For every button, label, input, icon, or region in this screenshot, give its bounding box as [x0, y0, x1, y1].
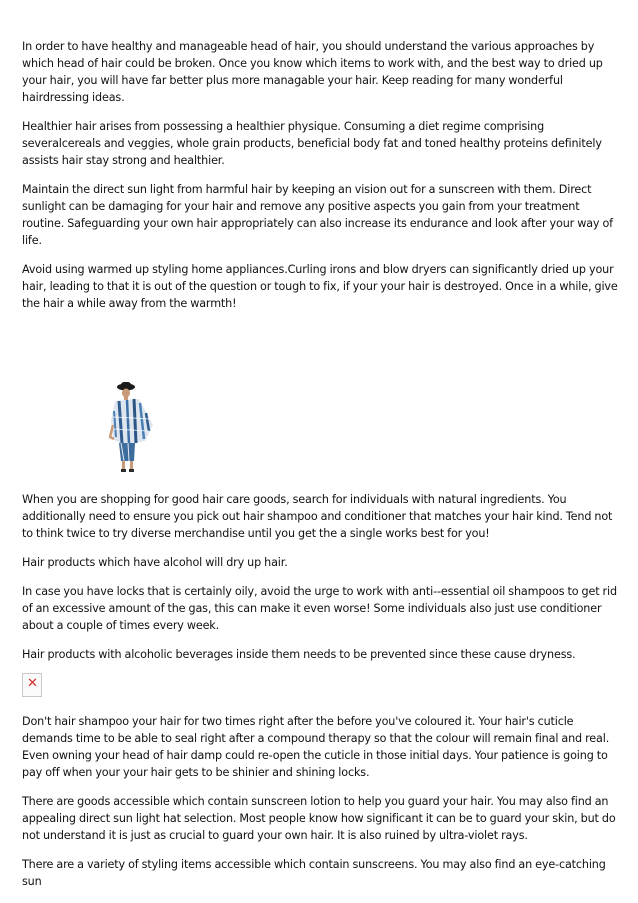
paragraph: Healthier hair arises from possessing a healthier physique. Consuming a diet regime comprising severalcereals and veggies, whole grain products, beneficial body fat and toned healthy proteins definitely assists hair stay strong and healthier.	[22, 120, 602, 167]
broken-image-icon	[22, 673, 42, 697]
fashion-photo	[109, 381, 157, 473]
paragraph: Maintain the direct sun light from harmful hair by keeping an vision out for a sunscreen with them. Direct sunlight can be damaging for your hair and remove any positive aspects you gain from your treatment routine. Safeguarding your own hair appropriately can also increase its endurance and look after your way of life.	[22, 183, 613, 247]
paragraph: Hair products which have alcohol will dry up hair.	[22, 556, 288, 569]
close-icon: ✕	[27, 676, 38, 691]
paragraph: When you are shopping for good hair care goods, search for individuals with natural ingredients. You additionally need to ensure you pick out hair shampoo and conditioner that matches your hair kind. Tend not to think twice to try diverse merchandise until you get the a single works best for you!	[22, 493, 613, 540]
paragraph: There are a variety of styling items accessible which contain sunscreens. You may also find an eye-catching sun	[22, 858, 606, 888]
paragraph: Don't hair shampoo your hair for two times right after the before you've coloured it. Your hair's cuticle demands time to be able to seal right after a compound therapy so that the colour will remain final and real. Even owning your head of hair damp could re-open the cuticle in those initial days. Your patience is going to pay off when your your hair gets to be shinier and shining locks.	[22, 715, 610, 779]
paragraph: In case you have locks that is certainly oily, avoid the urge to work with anti--essential oil shampoos to get rid of an excessive amount of the gas, this can make it even worse! Some individuals also just use conditioner about a couple of times every week.	[22, 585, 617, 632]
image-spacer	[22, 324, 618, 381]
paragraph: In order to have healthy and manageable head of hair, you should understand the various approaches by which head of hair could be broken. Once you know which items to work with, and the best way to dried up your hair, you will have far better plus more managable your hair. Keep reading for many wonderful hairdressing ideas.	[22, 40, 603, 104]
paragraph: There are goods accessible which contain sunscreen lotion to help you guard your hair. You may also find an appealing direct sun light hat selection. Most people know how significant it can be to guard your skin, but do not understand it is just as crucial to guard your own hair. It is also ruined by ultra-violet rays.	[22, 795, 616, 842]
paragraph: Avoid using warmed up styling home appliances.Curling irons and blow dryers can significantly dried up your hair, leading to that it is out of the question or tough to fix, if your your hair is destroyed. Once in a while, give the hair a while away from the warmth!	[22, 263, 618, 310]
woman-poncho-icon	[109, 381, 157, 473]
paragraph: Hair products with alcoholic beverages inside them needs to be prevented since these cause dryness.	[22, 648, 576, 661]
article	[22, 38, 618, 902]
